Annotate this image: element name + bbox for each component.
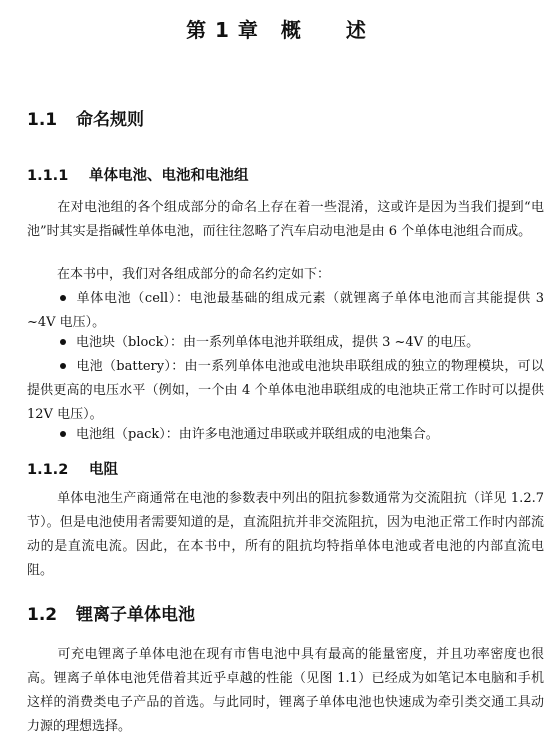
paragraph-text: 在对电池组的各个组成部分的命名上存在着一些混淆，这或许是因为当我们提到“电池”时其实是指碱性单体电池，而往往忽略了汽车启动电池是由 6 个单体电池组合而成。: [27, 200, 544, 239]
section-title: 单体电池、电池和电池组: [89, 168, 249, 184]
list-item-text: 单体电池（cell）：电池最基础的组成元素（就锂离子单体电池而言其能提供 3 ~4V 电压）。: [27, 291, 544, 330]
list-item-cell: [27, 287, 544, 335]
chapter-title: [0, 14, 553, 43]
bullet-icon: [60, 363, 66, 369]
list-item-battery: [27, 355, 544, 427]
section-heading-1-1: [27, 105, 144, 130]
paragraph-naming-confusion: [27, 196, 544, 244]
bullet-icon: [60, 339, 66, 345]
section-heading-1-2: [27, 600, 195, 625]
paragraph-text: 在本书中，我们对各组成部分的命名约定如下：: [57, 267, 331, 282]
paragraph-naming-convention: [27, 263, 544, 287]
chapter-title-part-2: 述: [345, 18, 367, 42]
section-title: 命名规则: [76, 110, 144, 130]
section-number: 1.2: [27, 605, 58, 625]
section-number: 1.1: [27, 110, 58, 130]
list-item-text: 电池（battery）：由一系列单体电池或电池块串联组成的独立的物理模块，可以提供更高的电压水平（例如，一个由 4 个单体电池串联组成的电池块正常工作时可以提供 12V 电压）。: [27, 359, 544, 422]
section-title: 锂离子单体电池: [76, 605, 195, 625]
list-item-pack: [27, 423, 544, 447]
section-title: 电阻: [89, 462, 118, 478]
paragraph-li-ion-cell: [27, 643, 544, 739]
chapter-title-part-1: 概: [280, 18, 302, 42]
list-item-block: [27, 331, 544, 355]
bullet-icon: [60, 295, 66, 301]
section-number: 1.1.1: [27, 168, 69, 184]
bullet-icon: [60, 431, 66, 437]
chapter-label: 第 1 章: [186, 18, 259, 42]
list-item-text: 电池块（block）：由一系列单体电池并联组成，提供 3 ~4V 的电压。: [76, 335, 480, 350]
paragraph-resistance: [27, 487, 544, 583]
paragraph-text: 可充电锂离子单体电池在现有市售电池中具有最高的能量密度，并且功率密度也很高。锂离子单体电池凭借着其近乎卓越的性能（见图 1.1）已经成为如笔记本电脑和手机这样的消费类电子产品的首选。与此同时，锂离子单体电池也快速成为牵引类交通工具动力源的理想选择。: [27, 647, 544, 734]
section-number: 1.1.2: [27, 462, 69, 478]
list-item-text: 电池组（pack）：由许多电池通过串联或并联组成的电池集合。: [76, 427, 439, 442]
section-heading-1-1-2: [27, 458, 118, 479]
section-heading-1-1-1: [27, 164, 249, 185]
paragraph-text: 单体电池生产商通常在电池的参数表中列出的阻抗参数通常为交流阻抗（详见 1.2.7 节）。但是电池使用者需要知道的是，直流阻抗并非交流阻抗，因为电池正常工作时内部流动的是直流电流。因此，在本书中，所有的阻抗均特指单体电池或者电池的内部直流电阻。: [27, 491, 544, 578]
